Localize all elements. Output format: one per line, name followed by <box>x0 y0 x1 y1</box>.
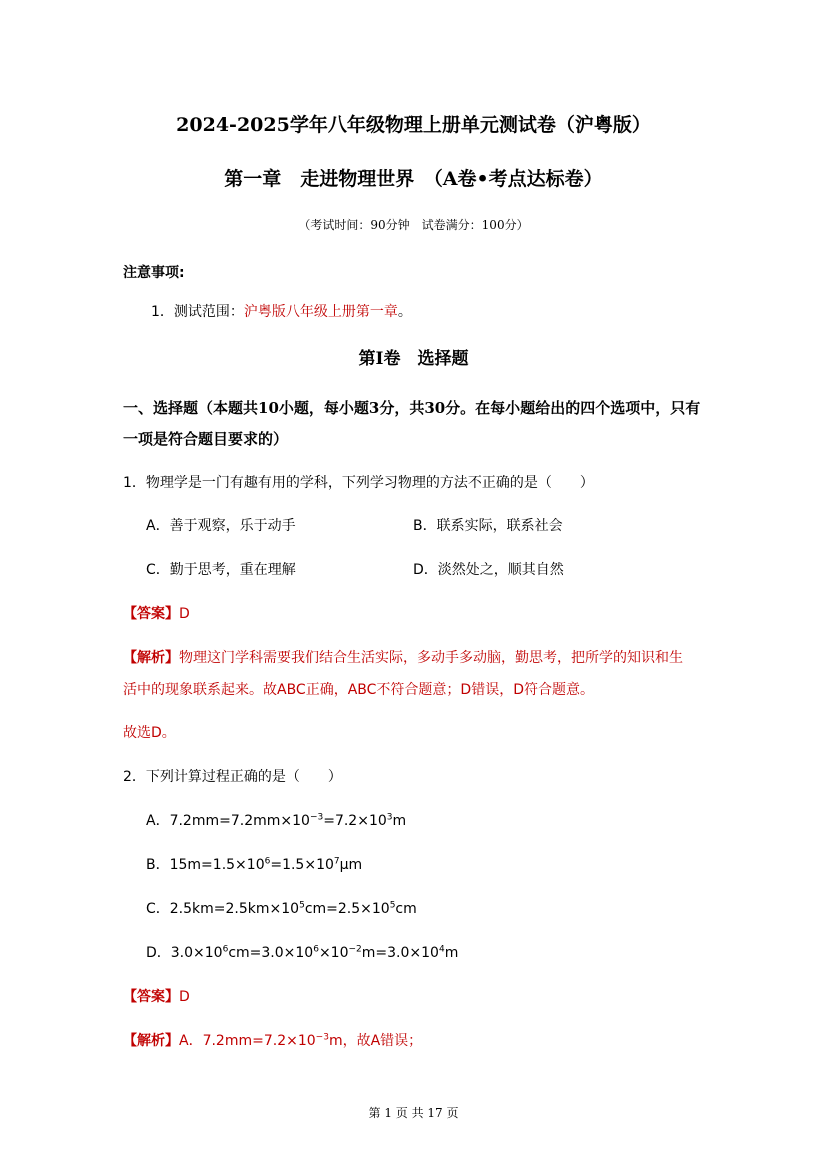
q1-answer-value: D <box>179 606 190 622</box>
chapter-subtitle: 第一章 走进物理世界 （A卷•考点达标卷） <box>224 168 603 190</box>
q2-option-d-exp: 6 <box>222 944 229 955</box>
q2-option-d-exp: −2 <box>348 944 362 955</box>
q2-option-a-exp: −3 <box>309 812 324 823</box>
q1-option-b: B．联系实际，联系社会 <box>413 518 563 534</box>
notes-item-1-prefix: 1．测试范围： <box>151 304 244 320</box>
q2-option-d-part: m=3.0×10 <box>361 945 439 961</box>
q2-option-c-exp: 5 <box>299 900 305 911</box>
q2-option-c-part: cm <box>395 901 417 917</box>
q1-answer <box>123 603 190 623</box>
q1-answer-label: 【答案】 <box>123 606 179 622</box>
q2-option-c-part: cm=2.5×10 <box>304 901 390 917</box>
q2-option-d-part: D．3.0×10 <box>146 945 223 961</box>
q2-option-a-part: =7.2×10 <box>323 813 387 829</box>
notes-item-1 <box>151 301 412 321</box>
q1-conclusion: 故选D。 <box>123 725 176 741</box>
q1-stem: 1．物理学是一门有趣有用的学科，下列学习物理的方法不正确的是（ ） <box>123 475 594 491</box>
part-title-line-2: 一项是符合题目要求的） <box>123 430 289 448</box>
part-title-line-1: 一、选择题（本题共10小题，每小题3分，共30分。在每小题给出的四个选项中，只有 <box>123 399 701 417</box>
q1-analysis-label: 【解析】 <box>123 650 179 666</box>
q2-answer-label: 【答案】 <box>123 989 179 1005</box>
q2-option-b-part: =1.5×10 <box>270 857 334 873</box>
section-heading: 第Ⅰ卷 选择题 <box>358 349 469 369</box>
document-title: 2024-2025学年八年级物理上册单元测试卷（沪粤版） <box>176 114 651 136</box>
q2-option-b-exp: 7 <box>333 856 340 867</box>
q2-analysis-exp: −3 <box>315 1032 329 1043</box>
q2-option-d <box>146 942 458 962</box>
q1-analysis-line-1 <box>123 647 683 667</box>
exam-info: （考试时间：90分钟 试卷满分：100分） <box>298 218 529 232</box>
q2-option-a <box>146 810 406 830</box>
q2-analysis-part: A．7.2mm=7.2×10 <box>179 1033 316 1049</box>
q2-option-a-exp: 3 <box>386 812 393 823</box>
q2-option-c-part: C．2.5km=2.5km×10 <box>146 901 300 917</box>
q1-analysis-text-1: 物理这门学科需要我们结合生活实际，多动手多动脑，勤思考，把所学的知识和生 <box>179 650 683 666</box>
q2-option-c <box>146 898 417 918</box>
notes-item-1-suffix: 。 <box>397 304 412 320</box>
q2-option-d-part: ×10 <box>318 945 349 961</box>
q2-option-b-part: B．15m=1.5×10 <box>146 857 265 873</box>
q2-option-a-part: A．7.2mm=7.2mm×10 <box>146 813 310 829</box>
q1-option-d: D．淡然处之，顺其自然 <box>413 562 564 578</box>
q2-option-d-part: cm=3.0×10 <box>228 945 314 961</box>
q2-option-c-exp: 5 <box>389 900 396 911</box>
q1-analysis-line-2: 活中的现象联系起来。故ABC正确，ABC不符合题意；D错误，D符合题意。 <box>123 682 594 698</box>
q2-analysis <box>123 1030 422 1050</box>
notes-item-1-scope: 沪粤版八年级上册第一章 <box>243 304 398 320</box>
q2-option-b <box>146 854 362 874</box>
q1-option-c: C．勤于思考，重在理解 <box>146 562 296 578</box>
q2-answer <box>123 986 190 1006</box>
notes-label: 注意事项: <box>123 265 185 281</box>
q2-option-a-part: m <box>392 813 407 829</box>
q2-analysis-part: m，故A错误； <box>328 1033 423 1049</box>
q2-answer-value: D <box>179 989 190 1005</box>
q2-analysis-label: 【解析】 <box>123 1033 179 1049</box>
page-number-footer: 第 1 页 共 17 页 <box>368 1106 459 1120</box>
q2-option-d-exp: 6 <box>313 944 319 955</box>
q2-stem: 2．下列计算过程正确的是（ ） <box>123 769 342 785</box>
q2-option-d-exp: 4 <box>438 944 445 955</box>
q2-option-b-part: μm <box>339 857 363 873</box>
q2-option-d-part: m <box>444 945 459 961</box>
q1-option-a: A．善于观察，乐于动手 <box>146 518 296 534</box>
q2-option-b-exp: 6 <box>264 856 271 867</box>
